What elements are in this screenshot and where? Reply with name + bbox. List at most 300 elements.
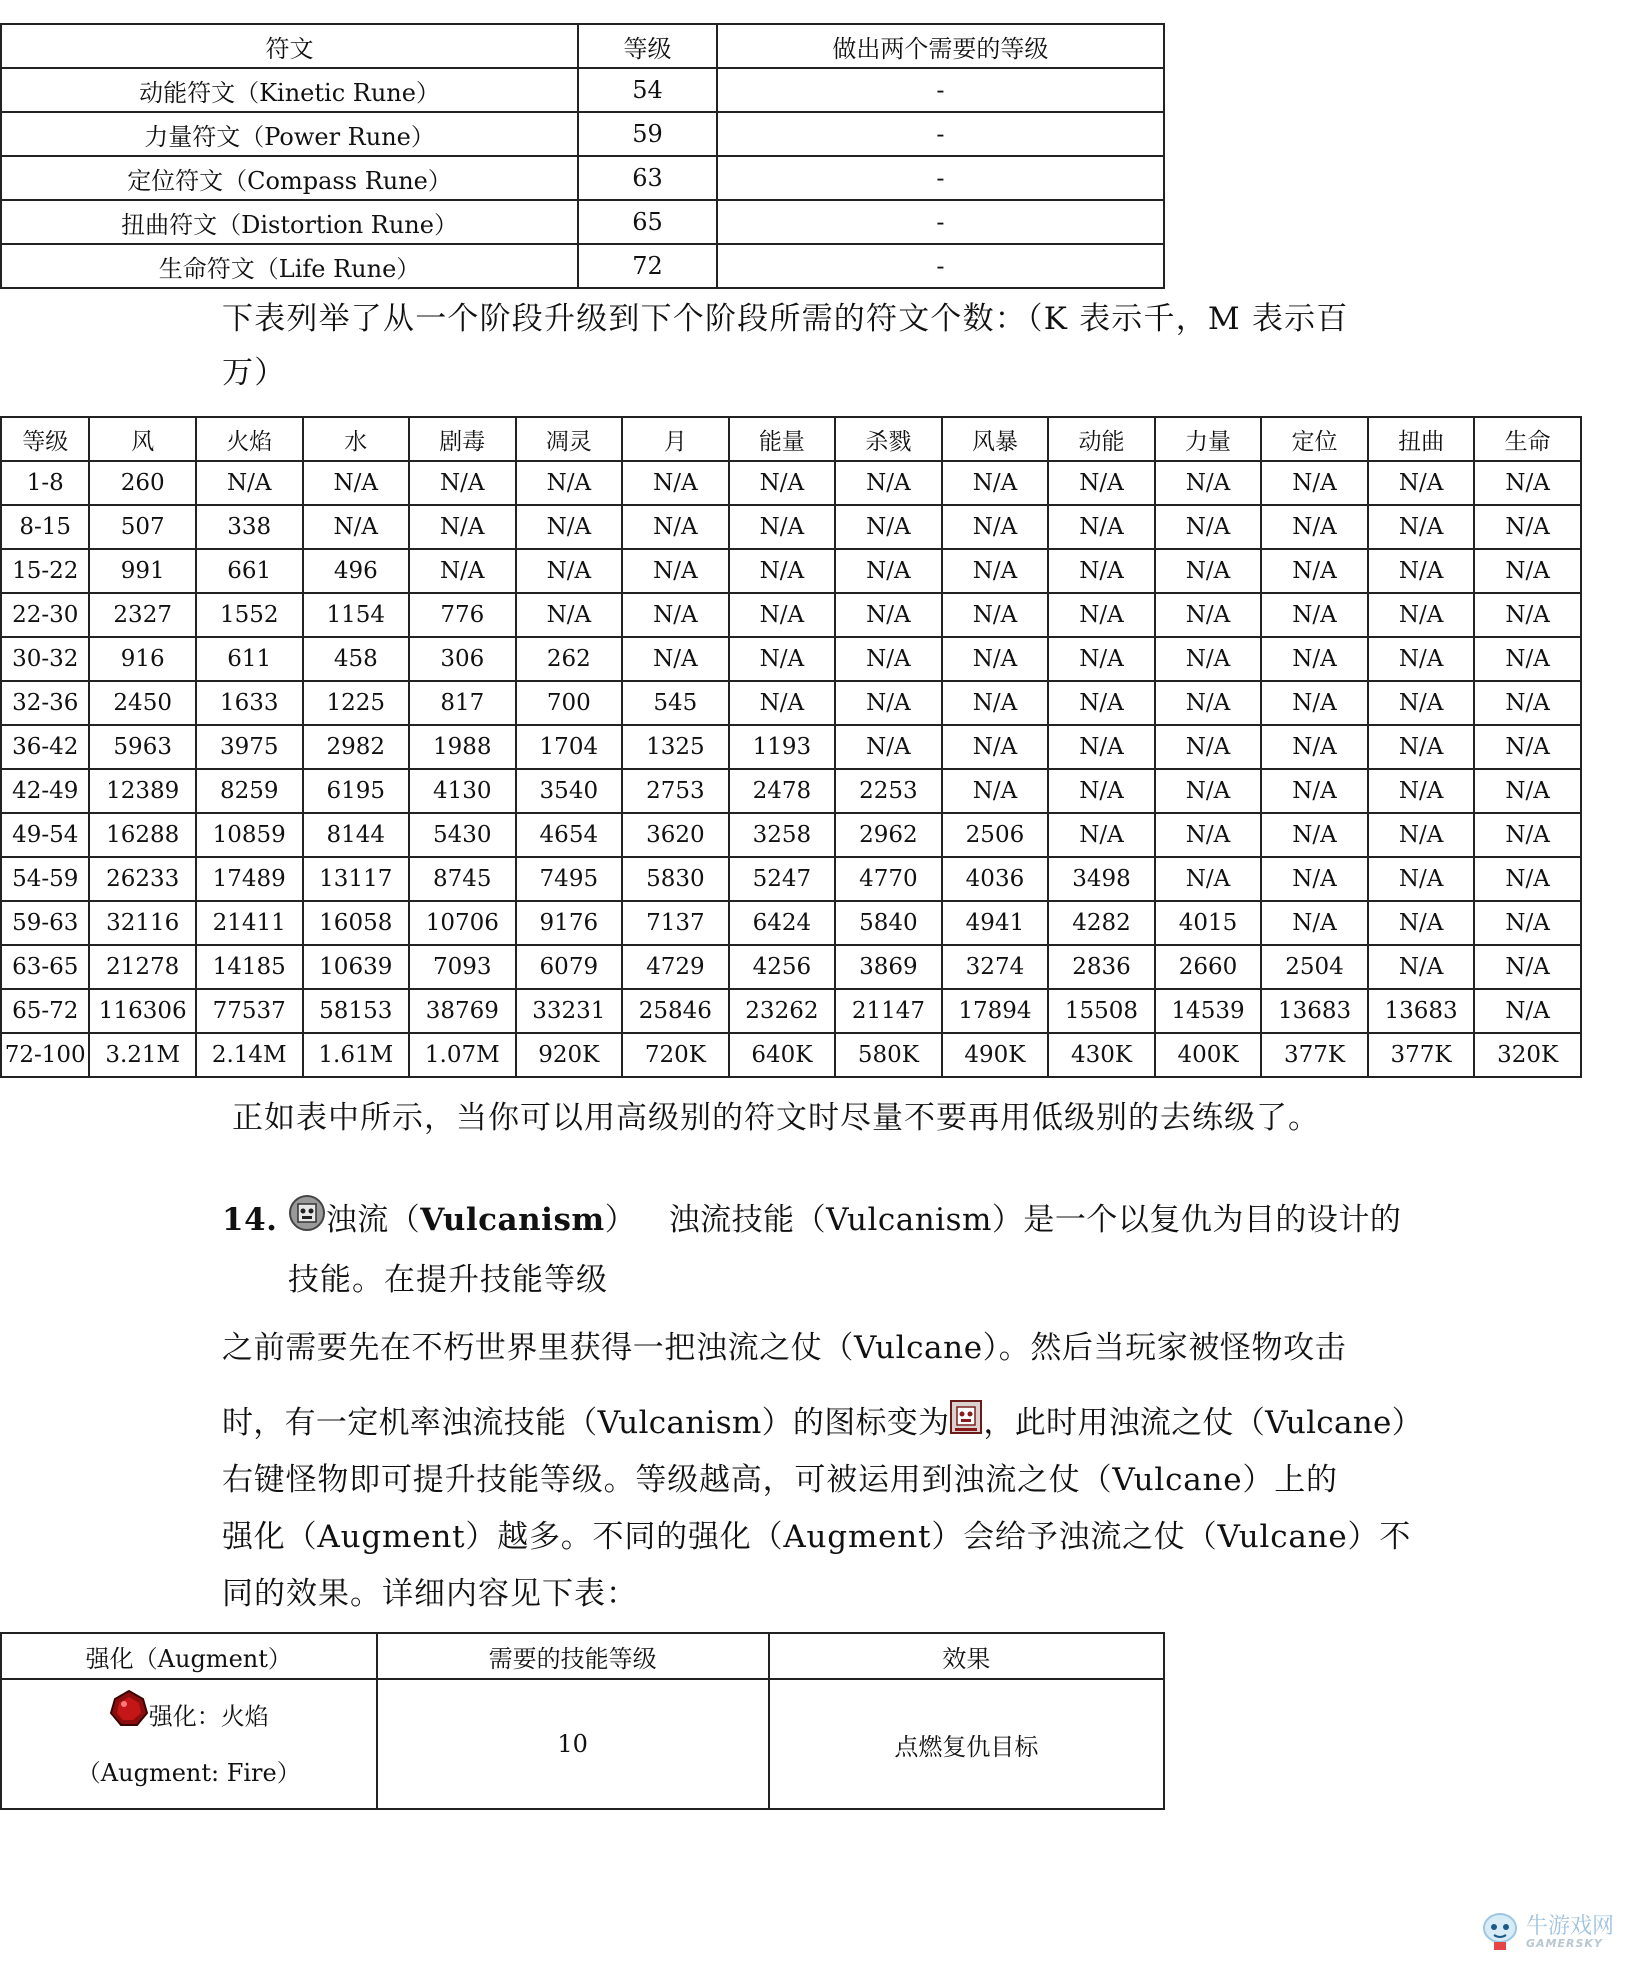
fire-augment-icon [109, 1689, 149, 1747]
cost-table-cell: 6195 [303, 769, 410, 813]
cost-table-cell: N/A [1368, 681, 1475, 725]
cost-table-cell: 77537 [196, 989, 303, 1033]
cost-table-cell: 2962 [835, 813, 942, 857]
cost-table-cell: N/A [1474, 857, 1581, 901]
cost-table-cell: 496 [303, 549, 410, 593]
cost-table-cell: N/A [942, 549, 1049, 593]
cost-table-cell: N/A [1474, 461, 1581, 505]
cost-table-cell: N/A [1474, 593, 1581, 637]
rune-table-cell: 动能符文（Kinetic Rune） [1, 68, 578, 112]
augment-table-header [1, 1633, 1164, 1679]
cost-table-cell: N/A [1155, 505, 1262, 549]
cost-table-cell: 32116 [89, 901, 196, 945]
cost-table-cell: N/A [303, 505, 410, 549]
rune-table-header-row [1, 24, 1164, 68]
rune-table-cell: 扭曲符文（Distortion Rune） [1, 200, 578, 244]
section-line1: 浊流技能（Vulcanism）是一个以复仇为目的设计的 [668, 1202, 1402, 1238]
cost-table-cell: 817 [409, 681, 516, 725]
cost-table-cell: 611 [196, 637, 303, 681]
cost-table-cell: 36-42 [1, 725, 89, 769]
cost-table-cell: N/A [1048, 461, 1155, 505]
section-title-close: ） [604, 1202, 637, 1238]
cost-table-header-cell: 凋灵 [516, 417, 623, 461]
cost-table-cell: 7093 [409, 945, 516, 989]
cost-table-cell: 23262 [729, 989, 836, 1033]
cost-table-cell: N/A [835, 593, 942, 637]
cost-table-cell: 507 [89, 505, 196, 549]
cost-table-cell: 26233 [89, 857, 196, 901]
rune-table-cell: 72 [578, 244, 717, 288]
rune-table-cell: - [717, 244, 1164, 288]
cost-table-cell: N/A [1474, 549, 1581, 593]
cost-table-cell: N/A [1261, 681, 1368, 725]
cost-table-cell: 21278 [89, 945, 196, 989]
cost-table-cell: 1325 [622, 725, 729, 769]
cost-table-header-cell: 风 [89, 417, 196, 461]
cost-table-cell: N/A [516, 549, 623, 593]
rune-table-cell: - [717, 68, 1164, 112]
cost-table-cell: 7495 [516, 857, 623, 901]
cost-table-header-cell: 水 [303, 417, 410, 461]
cost-table-cell: N/A [729, 637, 836, 681]
watermark-brand: 牛游戏网 [1525, 1913, 1614, 1939]
cost-table-cell: 2.14M [196, 1033, 303, 1077]
cost-table-cell: 10639 [303, 945, 410, 989]
augment-level-cell: 10 [377, 1679, 769, 1809]
section-title-cn: 浊流（ [325, 1202, 421, 1238]
cost-table-cell: 5830 [622, 857, 729, 901]
section-line7: 同的效果。详细内容见下表： [222, 1576, 638, 1612]
rune-table-header-cell: 做出两个需要的等级 [717, 24, 1164, 68]
cost-table-cell: 6079 [516, 945, 623, 989]
cost-table-cell: 4130 [409, 769, 516, 813]
cost-table-cell: N/A [1261, 725, 1368, 769]
cost-table-row [1, 857, 1581, 901]
cost-table-cell: 430K [1048, 1033, 1155, 1077]
cost-table-cell: 10859 [196, 813, 303, 857]
cost-table-cell: 14185 [196, 945, 303, 989]
cost-table-cell: N/A [1368, 593, 1475, 637]
cost-table-cell: 15508 [1048, 989, 1155, 1033]
cost-table-cell: 17489 [196, 857, 303, 901]
augment-header-level: 需要的技能等级 [377, 1633, 769, 1679]
cost-table-cell: N/A [622, 637, 729, 681]
cost-table-cell: N/A [622, 505, 729, 549]
cost-table-intro: 下表列举了从一个阶段升级到下个阶段所需的符文个数：（K 表示千，M 表示百万） [222, 301, 1349, 391]
cost-table-cell: N/A [1048, 593, 1155, 637]
cost-table-cell: N/A [1155, 769, 1262, 813]
cost-table-cell: N/A [1368, 461, 1475, 505]
cost-table-cell: 16058 [303, 901, 410, 945]
cost-table-cell: 65-72 [1, 989, 89, 1033]
cost-table-cell: 3620 [622, 813, 729, 857]
cost-table-cell: 1-8 [1, 461, 89, 505]
cost-table-cell: 6424 [729, 901, 836, 945]
augment-name-line2: （Augment: Fire） [76, 1759, 301, 1787]
cost-table-cell: 3869 [835, 945, 942, 989]
cost-table-cell: 8259 [196, 769, 303, 813]
cost-table-cell: N/A [1048, 725, 1155, 769]
cost-table-cell: 260 [89, 461, 196, 505]
augment-header-effect: 效果 [769, 1633, 1164, 1679]
augment-name-line1: 强化：火焰 [148, 1702, 269, 1731]
cost-table-cell: 3.21M [89, 1033, 196, 1077]
cost-table-cell: 4654 [516, 813, 623, 857]
cost-table-cell: N/A [1474, 505, 1581, 549]
cost-table-cell: N/A [1155, 461, 1262, 505]
cost-table-cell: 776 [409, 593, 516, 637]
cost-table-header-cell: 定位 [1261, 417, 1368, 461]
cost-table-cell: 17894 [942, 989, 1049, 1033]
cost-table-cell: 1.07M [409, 1033, 516, 1077]
cost-table-header-cell: 杀戮 [835, 417, 942, 461]
cost-table-cell: 3258 [729, 813, 836, 857]
cost-table-cell: 16288 [89, 813, 196, 857]
vulcanism-skill-icon [288, 1192, 326, 1252]
cost-table-cell: N/A [835, 637, 942, 681]
cost-table-cell: N/A [1261, 857, 1368, 901]
cost-table-cell: 2450 [89, 681, 196, 725]
cost-table-cell: N/A [1474, 769, 1581, 813]
section-14-heading [222, 1190, 1422, 1252]
cost-table-cell: 1633 [196, 681, 303, 725]
cost-table-cell: N/A [196, 461, 303, 505]
cost-table-cell: N/A [303, 461, 410, 505]
rune-cost-table [0, 416, 1582, 1078]
rune-table-cell: 54 [578, 68, 717, 112]
cost-table-cell: N/A [1048, 505, 1155, 549]
cost-table-header-cell: 扭曲 [1368, 417, 1475, 461]
cost-table-cell: N/A [729, 505, 836, 549]
cost-table-cell: 490K [942, 1033, 1049, 1077]
rune-table-row [1, 244, 1164, 288]
cost-table-cell: 12389 [89, 769, 196, 813]
section-line2: 技能。在提升技能等级 [288, 1262, 608, 1298]
cost-table-cell: 1704 [516, 725, 623, 769]
cost-table-cell: 58153 [303, 989, 410, 1033]
rune-table-cell: - [717, 200, 1164, 244]
cost-table-cell: 4729 [622, 945, 729, 989]
cost-table-cell: 13683 [1261, 989, 1368, 1033]
cost-table-cell: 320K [1474, 1033, 1581, 1077]
cost-table-cell: N/A [1155, 725, 1262, 769]
cost-table-cell: N/A [1474, 901, 1581, 945]
cost-table-cell: 13683 [1368, 989, 1475, 1033]
cost-table-cell: N/A [1048, 681, 1155, 725]
cost-table-cell: 377K [1261, 1033, 1368, 1077]
cost-table-cell: 3274 [942, 945, 1049, 989]
cost-table-header-cell: 剧毒 [409, 417, 516, 461]
cost-table-cell: N/A [409, 505, 516, 549]
cost-table-cell: N/A [835, 461, 942, 505]
section-line4 [222, 1393, 1422, 1455]
cost-table-cell: 991 [89, 549, 196, 593]
site-watermark [1480, 1908, 1614, 1956]
cost-table-cell: 920K [516, 1033, 623, 1077]
cost-table-cell: 2253 [835, 769, 942, 813]
cost-table-cell: N/A [622, 461, 729, 505]
mascot-logo-icon [1480, 1908, 1520, 1956]
rune-table-cell: 生命符文（Life Rune） [1, 244, 578, 288]
cost-table-cell: N/A [1368, 725, 1475, 769]
cost-table-cell: N/A [1474, 681, 1581, 725]
cost-table-cell: N/A [942, 681, 1049, 725]
cost-table-row [1, 637, 1581, 681]
augment-table [0, 1632, 1165, 1810]
cost-table-row [1, 505, 1581, 549]
cost-table-cell: N/A [1368, 813, 1475, 857]
cost-table-cell: 916 [89, 637, 196, 681]
cost-table-cell: 72-100 [1, 1033, 89, 1077]
cost-table-cell: N/A [516, 593, 623, 637]
cost-table-cell: 545 [622, 681, 729, 725]
cost-table-cell: N/A [1261, 461, 1368, 505]
cost-table-cell: 8-15 [1, 505, 89, 549]
rune-table-header-cell: 符文 [1, 24, 578, 68]
rune-table-cell: - [717, 112, 1164, 156]
cost-table-cell: 5430 [409, 813, 516, 857]
section-line4-a: 时，有一定机率浊流技能（Vulcanism）的图标变为 [222, 1405, 950, 1441]
cost-table-cell: N/A [1155, 637, 1262, 681]
cost-table-header-cell: 等级 [1, 417, 89, 461]
cost-table-cell: 4770 [835, 857, 942, 901]
cost-table-cell: N/A [1261, 813, 1368, 857]
cost-table-cell: 1225 [303, 681, 410, 725]
cost-table-cell: N/A [1261, 505, 1368, 549]
section-line3: 之前需要先在不朽世界里获得一把浊流之仗（Vulcane）。然后当玩家被怪物攻击 [222, 1330, 1347, 1366]
cost-table-cell: N/A [729, 593, 836, 637]
cost-table-cell: N/A [1155, 681, 1262, 725]
cost-table-cell: 1.61M [303, 1033, 410, 1077]
cost-table-cell: 25846 [622, 989, 729, 1033]
watermark-sub: GAMERSKY [1525, 1936, 1603, 1950]
cost-table-cell: 63-65 [1, 945, 89, 989]
cost-table-cell: 7137 [622, 901, 729, 945]
rune-table-row [1, 156, 1164, 200]
cost-table-cell: N/A [622, 549, 729, 593]
cost-table-cell: 5963 [89, 725, 196, 769]
rune-table-header-cell: 等级 [578, 24, 717, 68]
cost-table-cell: N/A [1368, 901, 1475, 945]
cost-table-cell: N/A [942, 725, 1049, 769]
cost-table-header-row [1, 417, 1581, 461]
cost-table-header-cell: 力量 [1155, 417, 1262, 461]
cost-table-cell: N/A [835, 549, 942, 593]
cost-table-cell: N/A [1155, 549, 1262, 593]
cost-table-cell: 3540 [516, 769, 623, 813]
cost-table-cell: 13117 [303, 857, 410, 901]
cost-table-cell: N/A [1474, 813, 1581, 857]
cost-table-cell: 15-22 [1, 549, 89, 593]
cost-table-cell: 338 [196, 505, 303, 549]
cost-table-cell: 59-63 [1, 901, 89, 945]
cost-table-cell: N/A [1048, 769, 1155, 813]
cost-table-cell: 8144 [303, 813, 410, 857]
cost-table-cell: N/A [1368, 505, 1475, 549]
cost-table-cell: 1988 [409, 725, 516, 769]
rune-table-row [1, 68, 1164, 112]
cost-table-row [1, 945, 1581, 989]
cost-table-cell: 5247 [729, 857, 836, 901]
cost-table-cell: 580K [835, 1033, 942, 1077]
rune-table-cell: 力量符文（Power Rune） [1, 112, 578, 156]
cost-table-cell: N/A [1474, 989, 1581, 1033]
section-title-en: Vulcanism [420, 1202, 605, 1238]
section-number: 14. [222, 1202, 278, 1238]
vulcanism-alert-icon [949, 1395, 983, 1455]
cost-table-cell: 116306 [89, 989, 196, 1033]
rune-table-cell: 59 [578, 112, 717, 156]
cost-table-cell: N/A [1048, 813, 1155, 857]
rune-table-cell: 63 [578, 156, 717, 200]
cost-table-cell: 54-59 [1, 857, 89, 901]
cost-table-cell: N/A [1368, 945, 1475, 989]
cost-table-cell: N/A [1155, 593, 1262, 637]
cost-table-cell: 21411 [196, 901, 303, 945]
cost-table-cell: 377K [1368, 1033, 1475, 1077]
cost-table-header-cell: 能量 [729, 417, 836, 461]
cost-table-header-cell: 月 [622, 417, 729, 461]
cost-table-cell: 14539 [1155, 989, 1262, 1033]
cost-table-cell: N/A [516, 461, 623, 505]
cost-table-cell: 2660 [1155, 945, 1262, 989]
cost-table-note: 正如表中所示，当你可以用高级别的符文时尽量不要再用低级别的去练级了。 [232, 1100, 1320, 1136]
cost-table-cell: N/A [1261, 593, 1368, 637]
cost-table-cell: N/A [942, 769, 1049, 813]
cost-table-cell: 2504 [1261, 945, 1368, 989]
cost-table-cell: 38769 [409, 989, 516, 1033]
cost-table-cell: 42-49 [1, 769, 89, 813]
cost-table-cell: 8745 [409, 857, 516, 901]
cost-table-cell: 5840 [835, 901, 942, 945]
cost-table-cell: N/A [729, 549, 836, 593]
cost-table-cell: 306 [409, 637, 516, 681]
augment-effect-cell: 点燃复仇目标 [769, 1679, 1164, 1809]
cost-table-cell: 4256 [729, 945, 836, 989]
cost-table-cell: 2982 [303, 725, 410, 769]
cost-table-row [1, 769, 1581, 813]
cost-table-header-cell: 动能 [1048, 417, 1155, 461]
section-line5: 右键怪物即可提升技能等级。等级越高，可被运用到浊流之仗（Vulcane）上的 [222, 1462, 1338, 1498]
rune-level-table [0, 23, 1165, 289]
cost-table-row [1, 461, 1581, 505]
cost-table-cell: 2478 [729, 769, 836, 813]
cost-table-cell: N/A [1261, 637, 1368, 681]
cost-table-cell: 9176 [516, 901, 623, 945]
cost-table-cell: 49-54 [1, 813, 89, 857]
cost-table-cell: 3498 [1048, 857, 1155, 901]
rune-table-row [1, 200, 1164, 244]
cost-table-cell: 2327 [89, 593, 196, 637]
cost-table-cell: N/A [835, 725, 942, 769]
augment-header-name: 强化（Augment） [1, 1633, 377, 1679]
cost-table-cell: N/A [1048, 637, 1155, 681]
cost-table-cell: N/A [1474, 725, 1581, 769]
cost-table-cell: 3975 [196, 725, 303, 769]
cost-table-cell: 4282 [1048, 901, 1155, 945]
cost-table-cell: 1193 [729, 725, 836, 769]
cost-table-row [1, 901, 1581, 945]
cost-table-cell: N/A [1048, 549, 1155, 593]
cost-table-cell: N/A [1155, 813, 1262, 857]
cost-table-cell: 700 [516, 681, 623, 725]
cost-table-row [1, 989, 1581, 1033]
cost-table-cell: 2753 [622, 769, 729, 813]
rune-table-cell: 65 [578, 200, 717, 244]
cost-table-cell: 2506 [942, 813, 1049, 857]
cost-table-row [1, 593, 1581, 637]
cost-table-cell: N/A [409, 549, 516, 593]
cost-table-cell: 458 [303, 637, 410, 681]
cost-table-cell: N/A [729, 461, 836, 505]
cost-table-cell: 400K [1155, 1033, 1262, 1077]
cost-table-cell: 262 [516, 637, 623, 681]
cost-table-cell: 30-32 [1, 637, 89, 681]
cost-table-row [1, 725, 1581, 769]
cost-table-cell: N/A [942, 461, 1049, 505]
rune-table-cell: 定位符文（Compass Rune） [1, 156, 578, 200]
cost-table-cell: N/A [409, 461, 516, 505]
cost-table-cell: 661 [196, 549, 303, 593]
cost-table-row [1, 813, 1581, 857]
cost-table-cell: N/A [942, 637, 1049, 681]
section-line6: 强化（Augment）越多。不同的强化（Augment）会给予浊流之仗（Vulcane）不 [222, 1519, 1412, 1555]
cost-table-cell: N/A [942, 593, 1049, 637]
cost-table-cell: N/A [1155, 857, 1262, 901]
cost-table-cell: N/A [1368, 637, 1475, 681]
cost-table-row [1, 1033, 1581, 1077]
cost-table-row [1, 549, 1581, 593]
cost-table-cell: 22-30 [1, 593, 89, 637]
cost-table-cell: N/A [516, 505, 623, 549]
cost-table-cell: 640K [729, 1033, 836, 1077]
cost-table-cell: N/A [1368, 769, 1475, 813]
cost-table-cell: 4036 [942, 857, 1049, 901]
cost-table-header-cell: 生命 [1474, 417, 1581, 461]
cost-table-cell: N/A [729, 681, 836, 725]
cost-table-cell: 1154 [303, 593, 410, 637]
cost-table-header-cell: 风暴 [942, 417, 1049, 461]
cost-table-cell: N/A [1261, 901, 1368, 945]
cost-table-cell: 10706 [409, 901, 516, 945]
cost-table-row [1, 681, 1581, 725]
cost-table-cell: 2836 [1048, 945, 1155, 989]
cost-table-cell: N/A [835, 681, 942, 725]
cost-table-cell: N/A [1261, 769, 1368, 813]
cost-table-cell: N/A [622, 593, 729, 637]
cost-table-cell: 720K [622, 1033, 729, 1077]
cost-table-cell: N/A [942, 505, 1049, 549]
rune-table-row [1, 112, 1164, 156]
augment-row [1, 1679, 1164, 1809]
cost-table-cell: 4015 [1155, 901, 1262, 945]
rune-table-cell: - [717, 156, 1164, 200]
cost-table-header-cell: 火焰 [196, 417, 303, 461]
cost-table-cell: N/A [1368, 857, 1475, 901]
cost-table-cell: 4941 [942, 901, 1049, 945]
cost-table-cell: 32-36 [1, 681, 89, 725]
cost-table-cell: N/A [835, 505, 942, 549]
section-line4-b: ，此时用浊流之仗（Vulcane） [983, 1405, 1423, 1441]
cost-table-cell: N/A [1368, 549, 1475, 593]
cost-table-cell: 21147 [835, 989, 942, 1033]
cost-table-cell: N/A [1261, 549, 1368, 593]
cost-table-cell: 1552 [196, 593, 303, 637]
augment-name-cell [1, 1679, 377, 1809]
cost-table-cell: N/A [1474, 945, 1581, 989]
cost-table-cell: 33231 [516, 989, 623, 1033]
cost-table-cell: N/A [1474, 637, 1581, 681]
